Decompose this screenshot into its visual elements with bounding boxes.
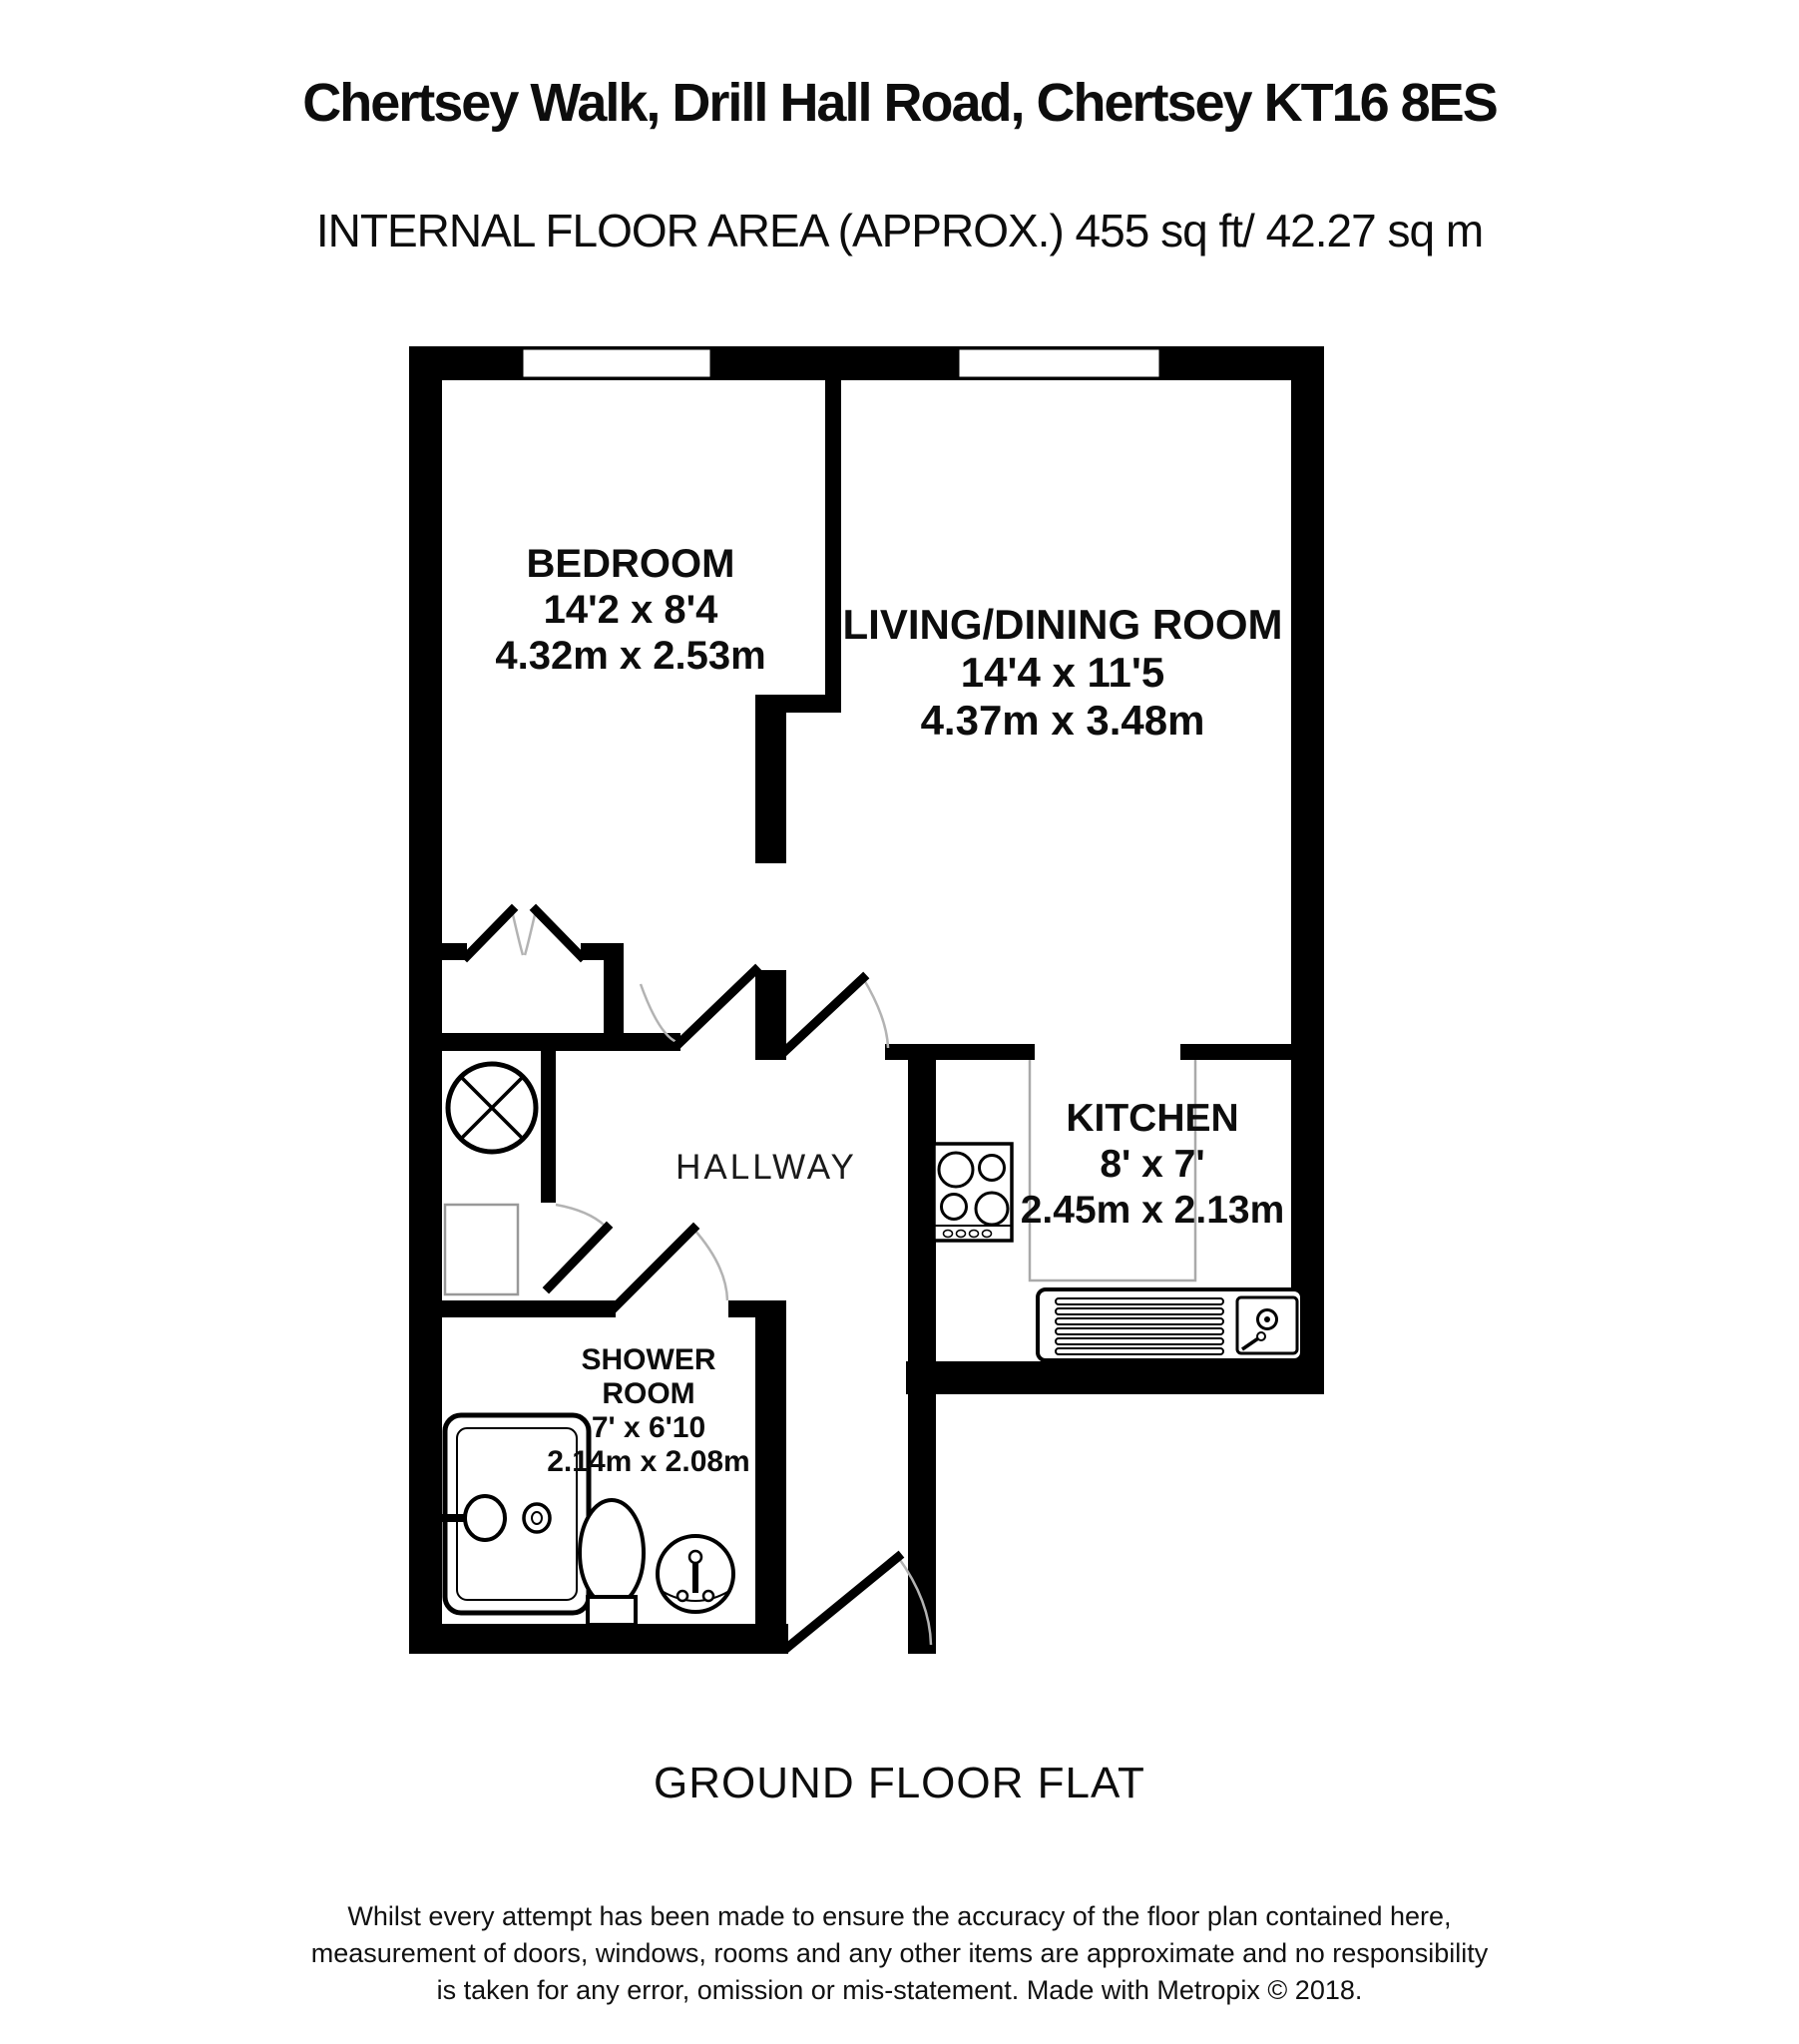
wall-left bbox=[409, 346, 442, 1654]
living-room-label bbox=[838, 601, 1287, 745]
wall-step-stub bbox=[755, 695, 841, 713]
closet-door-leaf-right bbox=[536, 910, 581, 956]
wall-bedroom-bottom-b bbox=[581, 943, 624, 960]
wall-kitchen-bottom bbox=[906, 1361, 1324, 1394]
shower-door-arc bbox=[693, 1229, 727, 1300]
bedroom-door-leaf bbox=[678, 970, 755, 1044]
wall-right bbox=[1291, 346, 1324, 1394]
living-door-arc bbox=[863, 978, 888, 1048]
wall-bottom bbox=[409, 1624, 788, 1654]
living-room-dims-imperial: 14'4 x 11'5 bbox=[960, 649, 1165, 696]
kitchen-label bbox=[978, 1096, 1327, 1234]
living-door-leaf bbox=[786, 978, 863, 1050]
wall-shower-top-left bbox=[409, 1300, 616, 1317]
shower-room-label bbox=[474, 1343, 823, 1479]
cupboard-door-arc bbox=[556, 1205, 605, 1226]
toilet-icon bbox=[580, 1500, 644, 1625]
wall-kitchen-top-right bbox=[1180, 1044, 1291, 1060]
wall-shower-top-right bbox=[728, 1300, 755, 1317]
shower-room-dims-imperial: 7' x 6'10 bbox=[591, 1411, 706, 1444]
cupboard-door-leaf bbox=[549, 1228, 607, 1287]
page-title: Chertsey Walk, Drill Hall Road, Chertsey KT16 8ES bbox=[302, 73, 1497, 133]
shower-door-leaf bbox=[616, 1229, 693, 1306]
living-room-window-icon bbox=[958, 348, 1160, 378]
basin-icon bbox=[658, 1536, 733, 1612]
bedroom-dims-metric: 4.32m x 2.53m bbox=[495, 634, 766, 678]
cupboard-light-icon bbox=[448, 1064, 536, 1152]
wall-hall-kitchen-stub bbox=[885, 1044, 1035, 1060]
disclaimer-line-1: Whilst every attempt has been made to ensure the accuracy of the floor plan contained here, bbox=[347, 1901, 1452, 1931]
bedroom-window-icon bbox=[522, 348, 711, 378]
storage-box-icon bbox=[445, 1205, 518, 1294]
hallway-name: HALLWAY bbox=[675, 1148, 857, 1187]
closet-door-leaf-left bbox=[467, 910, 512, 956]
disclaimer-line-2: measurement of doors, windows, rooms and any other items are approximate and no responsibility bbox=[310, 1938, 1489, 1968]
floor-area-subtitle: INTERNAL FLOOR AREA (APPROX.) 455 sq ft/ 42.27 sq m bbox=[315, 205, 1484, 256]
wall-living-left-upper bbox=[755, 713, 786, 863]
shower-room-name-line1: SHOWER bbox=[581, 1343, 716, 1376]
bedroom-dims-imperial: 14'2 x 8'4 bbox=[543, 588, 718, 632]
disclaimer-line-3: is taken for any error, omission or mis-statement. Made with Metropix © 2018. bbox=[436, 1975, 1363, 2005]
wall-bedroom-stub bbox=[604, 960, 624, 1033]
closet-door-arc-right bbox=[525, 910, 536, 955]
living-room-name: LIVING/DINING ROOM bbox=[842, 601, 1283, 648]
bedroom-name: BEDROOM bbox=[526, 542, 735, 586]
kitchen-name: KITCHEN bbox=[1066, 1097, 1239, 1140]
shower-room-dims-metric: 2.14m x 2.08m bbox=[547, 1445, 750, 1478]
hallway-label bbox=[617, 1148, 916, 1188]
entrance-door-leaf bbox=[788, 1557, 898, 1647]
wall-hallway-top bbox=[442, 1033, 680, 1051]
sink-icon bbox=[1038, 1289, 1302, 1360]
closet-door-arc-left bbox=[512, 910, 523, 955]
wall-living-left-lower bbox=[755, 970, 786, 1060]
kitchen-dims-metric: 2.45m x 2.13m bbox=[1020, 1189, 1285, 1232]
wall-cupboard-right bbox=[541, 1051, 556, 1203]
bedroom-label bbox=[456, 541, 805, 679]
shower-room-name-line2: ROOM bbox=[602, 1377, 695, 1410]
living-room-dims-metric: 4.37m x 3.48m bbox=[920, 697, 1205, 744]
kitchen-dims-imperial: 8' x 7' bbox=[1100, 1143, 1205, 1186]
floor-name-label: GROUND FLOOR FLAT bbox=[654, 1759, 1145, 1807]
